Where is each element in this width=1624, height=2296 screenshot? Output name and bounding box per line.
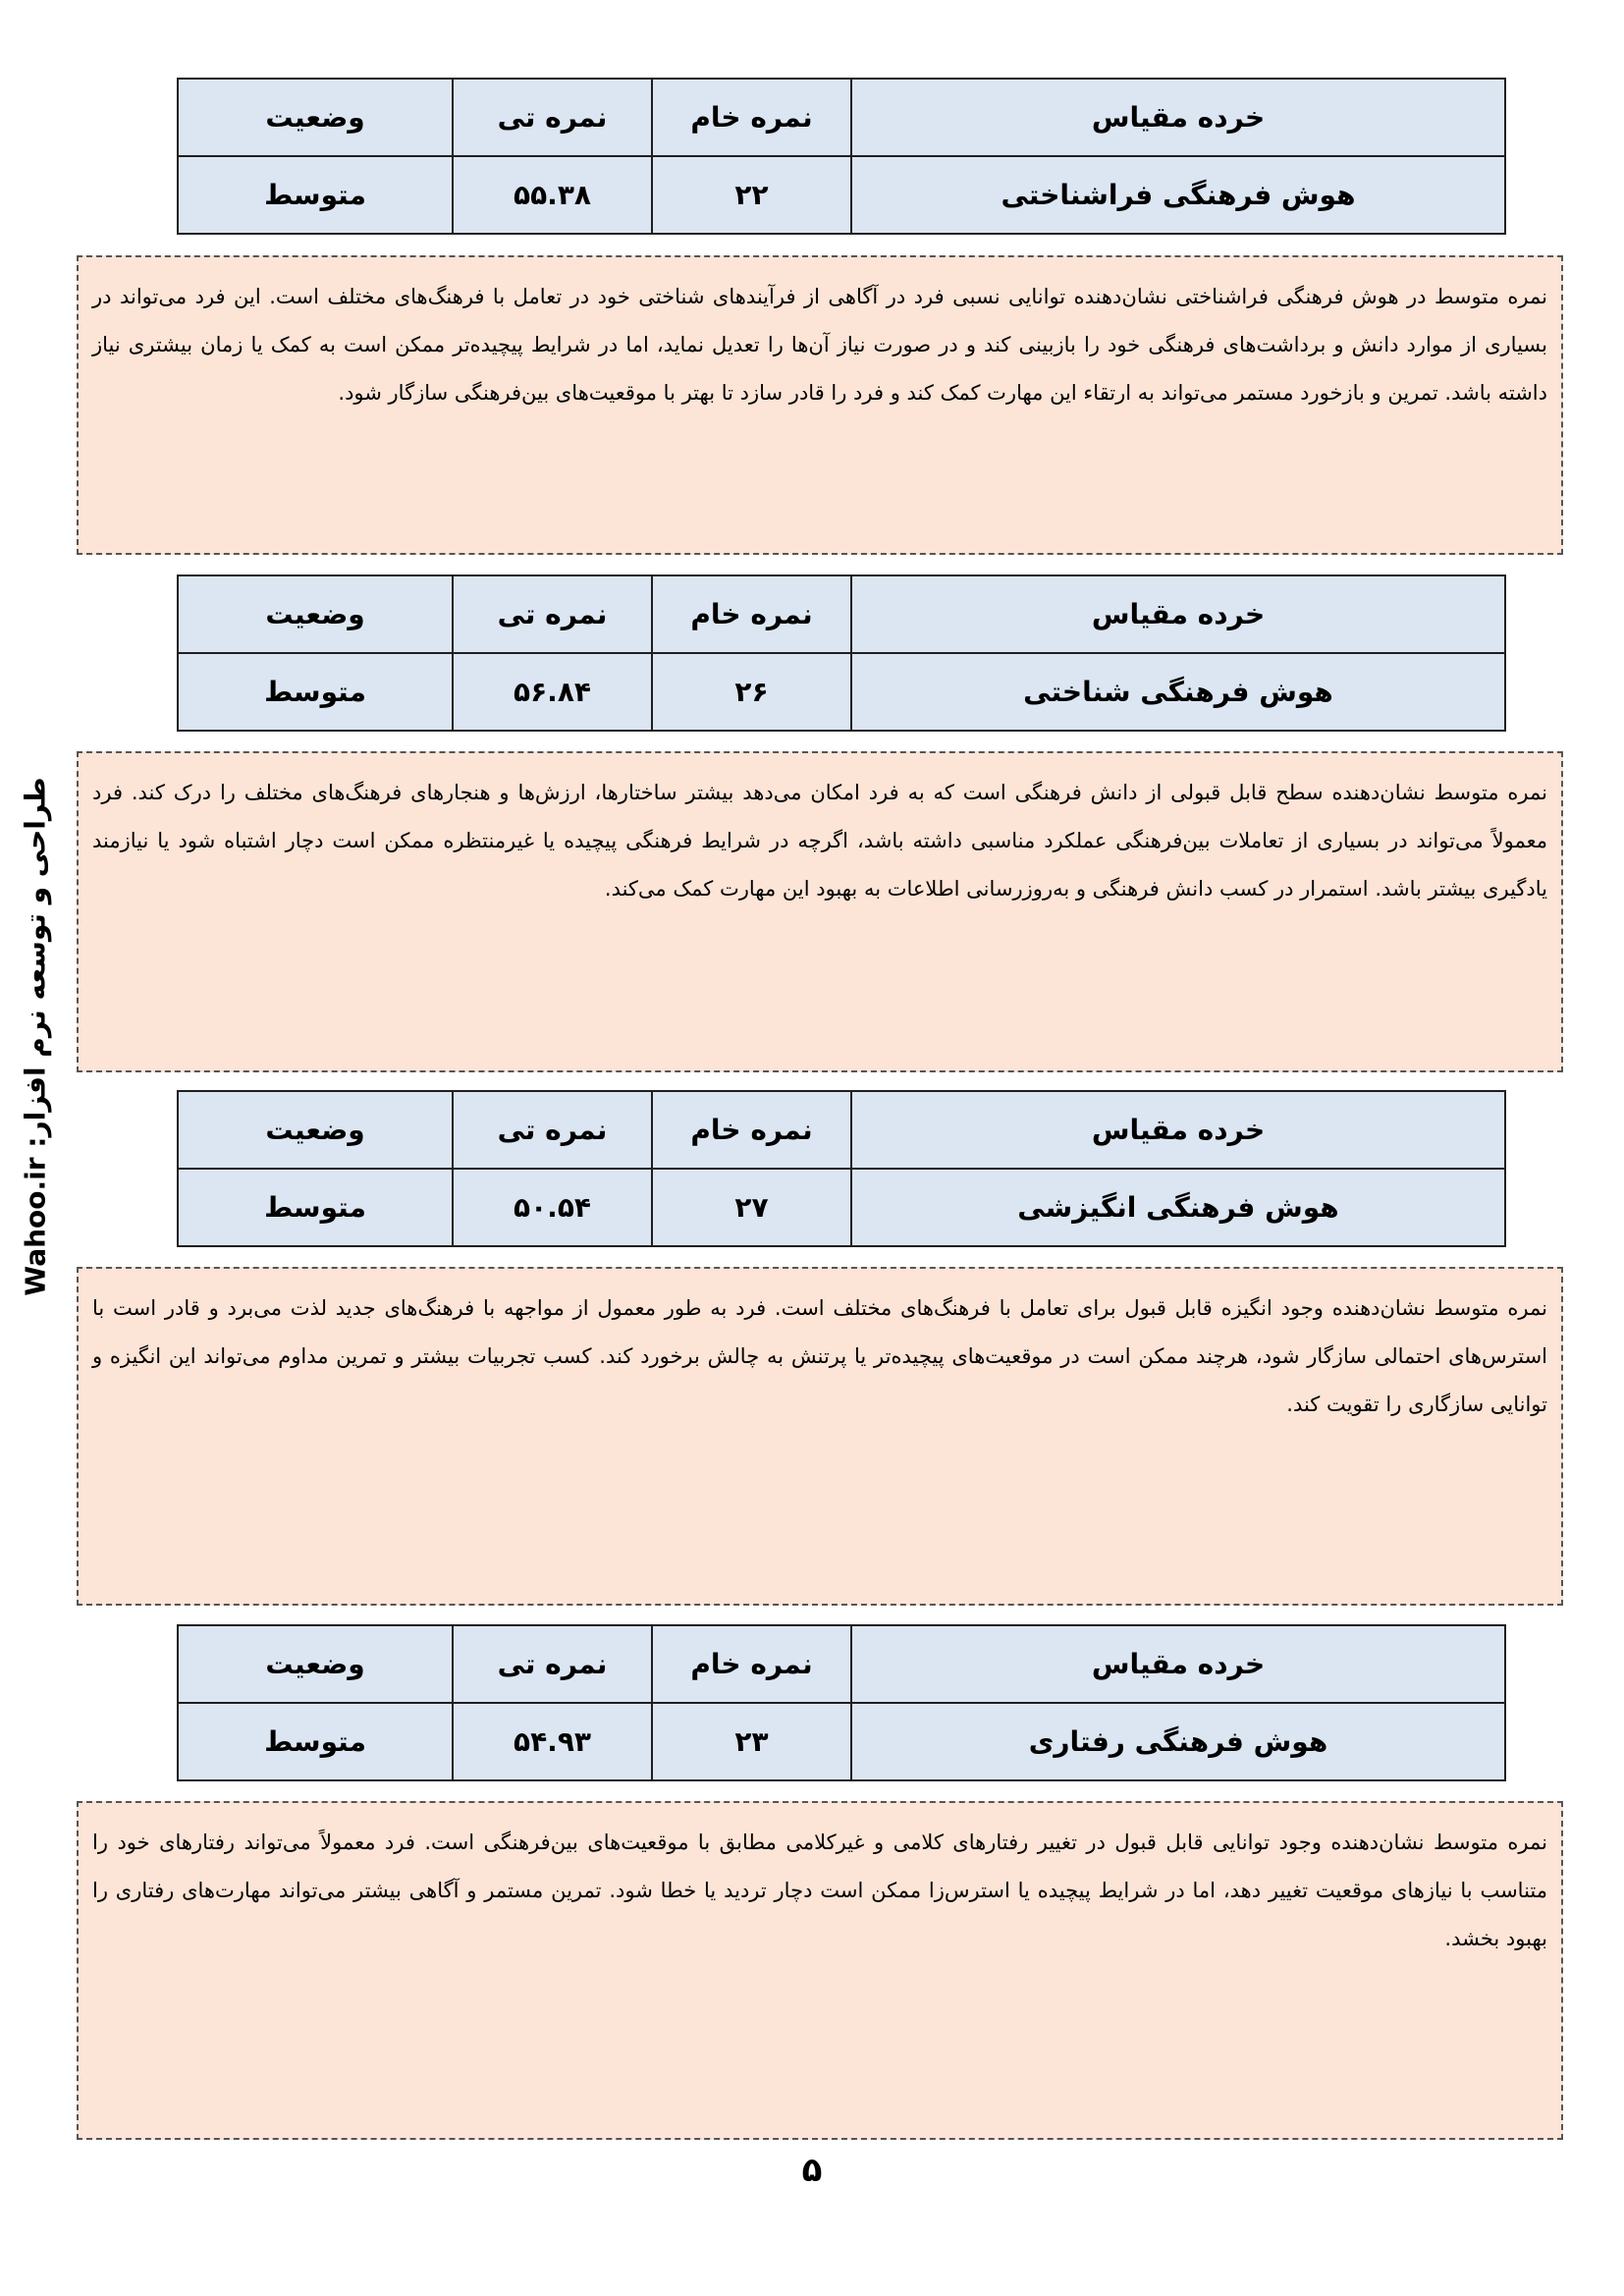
t-score: ۵۰.۵۴ <box>453 1169 652 1246</box>
table-row <box>178 156 1505 234</box>
header-status: وضعیت <box>178 1091 453 1169</box>
description-box-cognitive: نمره متوسط نشان‌دهنده سطح قابل قبولی از دانش فرهنگی است که به فرد امکان می‌دهد بیشتر ساختارها، ارزش‌ها و هنجارهای فرهنگ‌های مختلف را درک کند. فرد معمولاً می‌تواند در بسیاری از تعاملات بین‌فرهنگی عملکرد مناسبی داشته باشد، اگرچه در شرایط فرهنگی پیچیده یا غیرمنتظره ممکن است دچار اشتباه شود یا نیازمند یادگیری بیشتر باشد. استمرار در کسب دانش فرهنگی و به‌روزرسانی اطلاعات به بهبود این مهارت کمک می‌کند. <box>77 751 1563 1072</box>
table-header-row <box>178 1625 1505 1703</box>
scale-table-cognitive <box>177 574 1506 732</box>
header-t-score: نمره تی <box>453 79 652 156</box>
header-subscale: خرده مقیاس <box>851 1091 1505 1169</box>
raw-score: ۲۲ <box>652 156 851 234</box>
table-row <box>178 653 1505 731</box>
status-value: متوسط <box>178 156 453 234</box>
description-box-metacognitive: نمره متوسط در هوش فرهنگی فراشناختی نشان‌دهنده توانایی نسبی فرد در آگاهی از فرآیندهای شناختی خود در تعامل با فرهنگ‌های مختلف است. این فرد می‌تواند در بسیاری از موارد دانش و برداشت‌های فرهنگی خود را بازبینی کند و در صورت نیاز آن‌ها را تعدیل نماید، اما در شرایط پیچیده‌تر ممکن است به کمک یا زمان بیشتری نیاز داشته باشد. تمرین و بازخورد مستمر می‌تواند به ارتقاء این مهارت کمک کند و فرد را قادر سازد تا بهتر با موقعیت‌های بین‌فرهنگی سازگار شود. <box>77 255 1563 555</box>
sidebar-credit <box>6 771 65 1301</box>
header-subscale: خرده مقیاس <box>851 575 1505 653</box>
header-subscale: خرده مقیاس <box>851 79 1505 156</box>
header-status: وضعیت <box>178 79 453 156</box>
raw-score: ۲۷ <box>652 1169 851 1246</box>
subscale-name: هوش فرهنگی فراشناختی <box>851 156 1505 234</box>
scale-table-metacognitive <box>177 78 1506 235</box>
table-header-row <box>178 1091 1505 1169</box>
subscale-name: هوش فرهنگی شناختی <box>851 653 1505 731</box>
description-box-motivational: نمره متوسط نشان‌دهنده وجود انگیزه قابل قبول برای تعامل با فرهنگ‌های مختلف است. فرد به طور معمول از مواجهه با فرهنگ‌های جدید لذت می‌برد و قادر است با استرس‌های احتمالی سازگار شود، هرچند ممکن است در موقعیت‌های پیچیده‌تر یا پرتنش به چالش برخورد کند. کسب تجربیات بیشتر و تمرین مداوم می‌تواند این انگیزه و توانایی سازگاری را تقویت کند. <box>77 1267 1563 1606</box>
header-raw-score: نمره خام <box>652 79 851 156</box>
status-value: متوسط <box>178 1703 453 1780</box>
table-header-row <box>178 575 1505 653</box>
header-status: وضعیت <box>178 575 453 653</box>
t-score: ۵۶.۸۴ <box>453 653 652 731</box>
table-row <box>178 1703 1505 1780</box>
status-value: متوسط <box>178 1169 453 1246</box>
description-box-behavioral: نمره متوسط نشان‌دهنده وجود توانایی قابل قبول در تغییر رفتارهای کلامی و غیرکلامی مطابق با موقعیت‌های بین‌فرهنگی است. فرد معمولاً می‌تواند رفتارهای خود را متناسب با نیازهای موقعیت تغییر دهد، اما در شرایط پیچیده یا استرس‌زا ممکن است دچار تردید یا خطا شود. تمرین مستمر و آگاهی بیشتر می‌تواند مهارت‌های رفتاری را بهبود بخشد. <box>77 1801 1563 2140</box>
header-t-score: نمره تی <box>453 1625 652 1703</box>
header-status: وضعیت <box>178 1625 453 1703</box>
header-t-score: نمره تی <box>453 575 652 653</box>
scale-table-behavioral <box>177 1624 1506 1781</box>
header-raw-score: نمره خام <box>652 1091 851 1169</box>
status-value: متوسط <box>178 653 453 731</box>
sidebar-credit-text: طراحی و توسعه نرم افزار: Wahoo.ir <box>19 776 52 1296</box>
table-header-row <box>178 79 1505 156</box>
t-score: ۵۵.۳۸ <box>453 156 652 234</box>
header-t-score: نمره تی <box>453 1091 652 1169</box>
table-row <box>178 1169 1505 1246</box>
subscale-name: هوش فرهنگی رفتاری <box>851 1703 1505 1780</box>
header-subscale: خرده مقیاس <box>851 1625 1505 1703</box>
raw-score: ۲۳ <box>652 1703 851 1780</box>
subscale-name: هوش فرهنگی انگیزشی <box>851 1169 1505 1246</box>
scale-table-motivational <box>177 1090 1506 1247</box>
page-number: ۵ <box>801 2151 823 2190</box>
raw-score: ۲۶ <box>652 653 851 731</box>
header-raw-score: نمره خام <box>652 1625 851 1703</box>
header-raw-score: نمره خام <box>652 575 851 653</box>
t-score: ۵۴.۹۳ <box>453 1703 652 1780</box>
